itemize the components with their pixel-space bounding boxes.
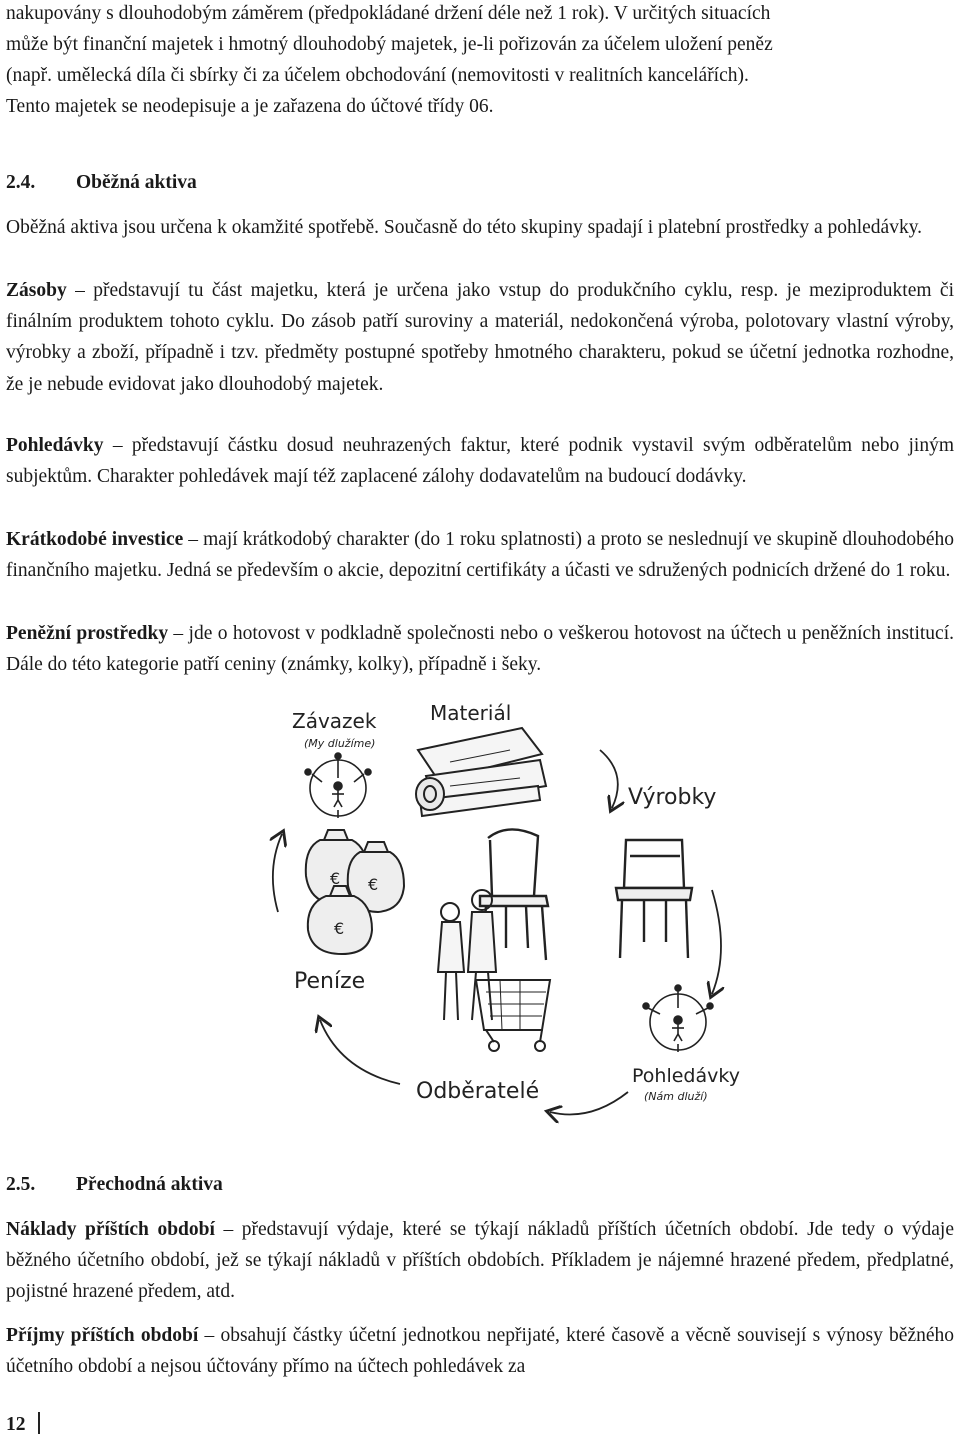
term-prijmy-pristich-obdobi: Příjmy příštích období xyxy=(6,1325,199,1346)
label-vyrobky: Výrobky xyxy=(628,785,717,810)
term-zasoby: Zásoby xyxy=(6,280,67,301)
prijmy-text: – obsahují částky účetní jednotkou nepřijaté, které časově a věcně souvisejí s výnosy běžného účetního období a nejsou účtovány přímo na účtech pohledávek za xyxy=(6,1325,955,1378)
arrow-pohledavky-to-odberatele xyxy=(550,1092,628,1115)
penezni-prostredky-paragraph xyxy=(6,618,954,680)
term-naklady-pristich-obdobi: Náklady příštích období xyxy=(6,1219,215,1240)
section-2-5-title: Přechodná aktiva xyxy=(76,1174,223,1195)
naklady-text: – představují výdaje, které se týkají nákladů příštích účetních období. Jde tedy o výdaje běžného účetního období, jež se týkají nákladů v příštích obdobích. Příkladem je nájemné hrazené předem, předplatné, pojistné hrazené předem, atd. xyxy=(6,1219,954,1303)
kratkodobe-investice-paragraph xyxy=(6,524,954,586)
footer-divider xyxy=(38,1412,40,1434)
label-zavazek-sub: (My dlužíme) xyxy=(304,737,376,750)
receivables-people-icon xyxy=(643,985,713,1052)
euro-symbol-1: € xyxy=(330,869,341,888)
paragraph-text: Oběžná aktiva jsou určena k okamžité spotřebě. Současně do této skupiny spadají i platební prostředky a pohledávky. xyxy=(6,217,923,238)
section-2-4-heading xyxy=(6,172,197,194)
zasoby-text: – představují tu část majetku, která je určena jako vstup do produkčního cyklu, resp. je meziproduktem či finálním produktem tohoto cyklu. Do zásob patří suroviny a materiál, nedokončená výroba, polotovary vlastní výroby, výrobky a zboží, případně i tzv. předměty postupné spotřeby hmotného charakteru, pokud se účetní jednotka rozhodne, že je nebude evidovat jako dlouhodobý majetek. xyxy=(6,280,954,395)
label-material: Materiál xyxy=(430,701,512,725)
term-pohledavky: Pohledávky xyxy=(6,435,104,456)
customers-with-cart-icon xyxy=(438,890,550,1051)
intro-line-4: Tento majetek se neodepisuje a je zařazena do účtové třídy 06. xyxy=(6,96,494,117)
intro-line-1: nakupovány s dlouhodobým záměrem (předpokládané držení déle než 1 rok). V určitých situacích xyxy=(6,3,771,24)
penezni-text: – jde o hotovost v podkladně společnosti nebo o veškerou hotovost na účtech u peněžních institucí. Dále do této kategorie patří ceniny (známky, kolky), případně i šeky. xyxy=(6,623,954,676)
naklady-pristich-obdobi-paragraph xyxy=(6,1214,954,1308)
label-odberatele: Odběratelé xyxy=(416,1079,540,1104)
label-zavazek: Závazek xyxy=(292,709,377,733)
arrow-material-to-vyrobky xyxy=(600,750,618,808)
arrow-penize-to-zavazek xyxy=(273,834,282,912)
term-penezni-prostredky: Peněžní prostředky xyxy=(6,623,169,644)
label-pohledavky: Pohledávky xyxy=(632,1065,740,1087)
current-assets-cycle-illustration xyxy=(250,690,750,1130)
label-pohledavky-sub: (Nám dluží) xyxy=(644,1090,708,1103)
pohledavky-paragraph xyxy=(6,430,954,492)
arrow-vyrobky-to-pohledavky xyxy=(712,890,721,994)
section-2-4-title: Oběžná aktiva xyxy=(76,172,197,193)
euro-symbol-2: € xyxy=(368,875,379,894)
money-bags-icon xyxy=(306,830,404,954)
section-2-4-number: 2.4. xyxy=(6,172,36,193)
wood-logs-icon xyxy=(416,728,546,816)
term-kratkodobe-investice: Krátkodobé investice xyxy=(6,529,184,550)
debt-people-icon xyxy=(305,753,371,818)
intro-line-3: (např. umělecká díla či sbírky či za účelem obchodování (nemovitosti v realitních kancelářích). xyxy=(6,65,749,86)
euro-symbol-3: € xyxy=(334,919,345,938)
arrow-odberatele-to-penize xyxy=(320,1020,400,1084)
intro-line-2: může být finanční majetek i hmotný dlouhodobý majetek, je-li pořizován za účelem uložení peněz xyxy=(6,34,773,55)
section-2-5-number: 2.5. xyxy=(6,1174,36,1195)
chairs-icon xyxy=(480,829,692,960)
page-number-footer xyxy=(6,1412,40,1436)
oběžná-aktiva-paragraph xyxy=(6,212,954,243)
section-2-5-heading xyxy=(6,1174,223,1196)
kratkodobe-text: – mají krátkodobý charakter (do 1 roku splatnosti) a proto se neslednují ve skupině dlouhodobého finančního majetku. Jedná se především o akcie, depozitní certifikáty a účasti ve sdružených podnicích držené do 1 roku. xyxy=(6,529,954,582)
pohledavky-text: – představují částku dosud neuhrazených faktur, které podnik vystavil svým odběratelům nebo jiným subjektům. Charakter pohledávek mají též zaplacené zálohy dodavatelům na budoucí dodávky. xyxy=(6,435,954,488)
label-penize: Peníze xyxy=(294,969,366,994)
prijmy-pristich-obdobi-paragraph xyxy=(6,1320,954,1382)
zasoby-paragraph xyxy=(6,275,954,400)
page-number: 12 xyxy=(6,1414,26,1435)
